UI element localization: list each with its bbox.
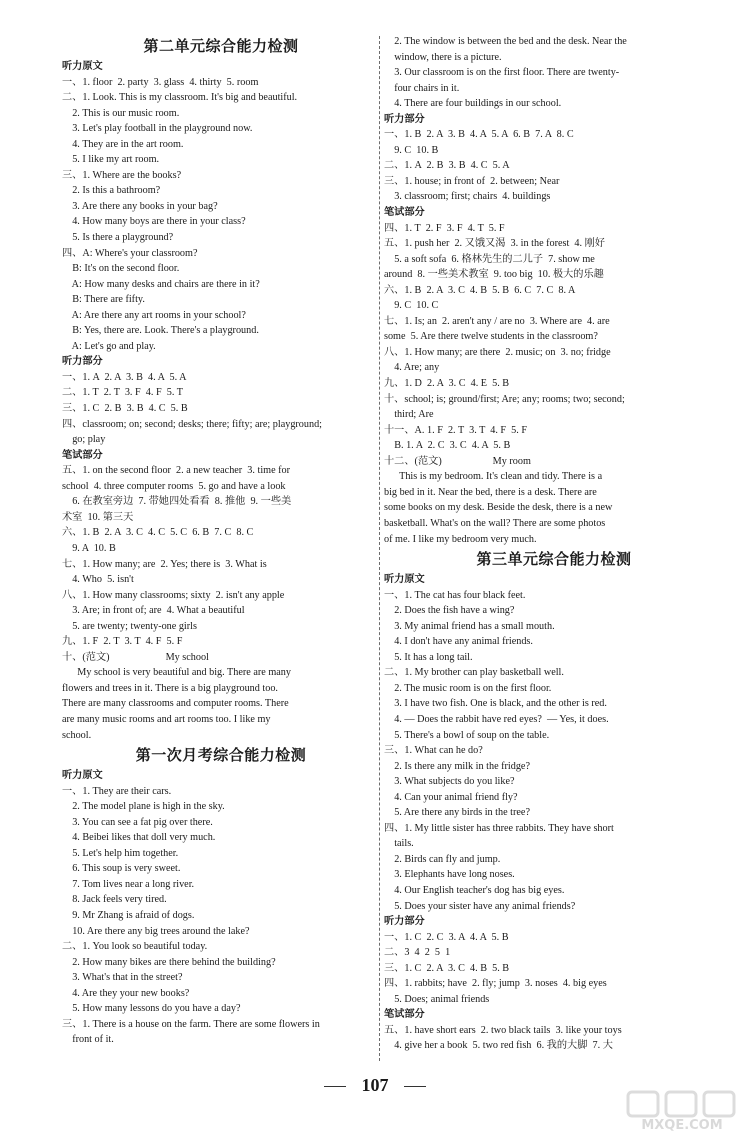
answer-line: 4. — Does the rabbit have red eyes? — Yes, it does.: [384, 713, 609, 725]
answer-line: 四、1. T 2. F 3. F 4. T 5. F: [384, 222, 505, 234]
answer-line: 2. The model plane is high in the sky.: [62, 801, 225, 813]
answer-line: front of it.: [62, 1034, 114, 1046]
answer-line: 5. Let's help him together.: [62, 847, 179, 859]
answer-line: 4. Our English teacher's dog has big eyes.: [384, 884, 565, 896]
answer-line: A: Are there any art rooms in your school?: [62, 309, 246, 321]
answer-line: 5. a soft sofa 6. 格林先生的二儿子 7. show me: [384, 253, 595, 265]
section-title: 第二单元综合能力检测: [143, 37, 299, 55]
answer-line: A: Let's go and play.: [62, 340, 156, 352]
answer-line: 2. Is there any milk in the fridge?: [384, 760, 530, 772]
answer-line: 七、1. Is; an 2. aren't any / are no 3. Where are 4. are: [384, 315, 610, 327]
answer-line: 5. Are there any birds in the tree?: [384, 807, 530, 819]
answer-line: 5. How many lessons do you have a day?: [62, 1003, 241, 1015]
answer-line: 五、1. have short ears 2. two black tails 3. like your toys: [384, 1024, 622, 1036]
answer-line: 四、A: Where's your classroom?: [62, 247, 198, 259]
answer-line: 5. There's a bowl of soup on the table.: [384, 729, 550, 741]
answer-line: 6. This soup is very sweet.: [62, 863, 181, 875]
subsection-header: 听力原文: [62, 770, 103, 782]
answer-line: 2. The music room is on the first floor.: [384, 682, 552, 694]
answer-line: 十二、(范文) My room: [384, 455, 531, 467]
answer-line: This is my bedroom. It's clean and tidy. There is a: [384, 471, 603, 483]
answer-line: 9. C 10. C: [384, 300, 439, 312]
answer-line: 5. I like my art room.: [62, 154, 160, 166]
answer-line: 二、1. A 2. B 3. B 4. C 5. A: [384, 160, 510, 172]
section-title: 第三单元综合能力检测: [476, 550, 632, 569]
answer-line: 五、1. push her 2. 又饿又渴 3. in the forest 4. 刚好: [384, 238, 605, 250]
answer-line: 4. There are four buildings in our school.: [384, 98, 562, 110]
subsection-header: 听力部分: [384, 916, 425, 928]
answer-line: 三、1. There is a house on the farm. There are some flowers in: [62, 1018, 320, 1030]
answer-line: some 5. Are there twelve students in the classroom?: [384, 331, 598, 343]
answer-line: 2. The window is between the bed and the desk. Near the: [384, 36, 627, 47]
answer-line: 5. Is there a playground?: [62, 232, 174, 244]
answer-line: 二、1. Look. This is my classroom. It's big and beautiful.: [62, 92, 298, 104]
answer-line: 二、1. You look so beautiful today.: [62, 941, 208, 953]
answer-line: My school is very beautiful and big. There are many: [62, 667, 291, 679]
answer-line: third; Are: [384, 409, 434, 421]
answer-line: 十、(范文) My school: [62, 651, 209, 663]
answer-line: 七、1. How many; are 2. Yes; there is 3. What is: [62, 558, 267, 570]
answer-line: school.: [62, 729, 92, 741]
answer-line: 一、1. The cat has four black feet.: [384, 589, 526, 601]
answer-line: 2. This is our music room.: [62, 107, 180, 119]
answer-line: 一、1. They are their cars.: [62, 785, 172, 797]
answer-line: B: Yes, there are. Look. There's a playground.: [62, 325, 259, 337]
answer-line: 8. Jack feels very tired.: [62, 894, 167, 906]
answer-line: 9. Mr Zhang is afraid of dogs.: [62, 909, 195, 921]
answer-line: 三、1. C 2. A 3. C 4. B 5. B: [384, 962, 510, 974]
answer-line: 3. Are; in front of; are 4. What a beautiful: [62, 605, 245, 617]
page-number: 107: [361, 1075, 389, 1095]
answer-line: 5. are twenty; twenty-one girls: [62, 620, 197, 632]
answer-line: some books on my desk. Beside the desk, there is a new: [384, 502, 613, 514]
answer-line: B. 1. A 2. C 3. C 4. A 5. B: [384, 440, 511, 452]
answer-line: 九、1. F 2. T 3. T 4. F 5. F: [62, 636, 183, 648]
subsection-header: 听力部分: [384, 113, 425, 125]
answer-line: 四、classroom; on; second; desks; there; fifty; are; playground;: [62, 418, 323, 430]
answer-line: 2. Is this a bathroom?: [62, 185, 161, 197]
answer-line: 4. Are they your new books?: [62, 987, 190, 999]
answer-line: school 4. three computer rooms 5. go and have a look: [62, 480, 286, 492]
answer-line: tails.: [384, 838, 414, 850]
answer-line: 六、1. B 2. A 3. C 4. B 5. B 6. C 7. C 8. A: [384, 284, 576, 296]
answer-line: 六、1. B 2. A 3. C 4. C 5. C 6. B 7. C 8. C: [62, 527, 254, 539]
answer-line: 4. Can your animal friend fly?: [384, 791, 518, 803]
answer-line: 3. What subjects do you like?: [384, 776, 515, 788]
answer-line: 一、1. floor 2. party 3. glass 4. thirty 5. room: [62, 76, 259, 88]
answer-line: window, there is a picture.: [384, 51, 502, 63]
answer-line: 二、1. T 2. T 3. F 4. F 5. T: [62, 387, 183, 399]
answer-line: B: It's on the second floor.: [62, 263, 180, 275]
answer-line: are many music rooms and art rooms too. I like my: [62, 713, 271, 725]
answer-line: 6. 在教室旁边 7. 带她四处看看 8. 推他 9. 一些美: [62, 496, 292, 508]
watermark-icon: [622, 1088, 742, 1120]
answer-line: 3. Let's play football in the playground now.: [62, 123, 253, 135]
answer-line: 3. You can see a fat pig over there.: [62, 816, 213, 828]
subsection-header: 听力原文: [384, 574, 425, 586]
watermark-text: MXQE.COM: [641, 1118, 723, 1133]
answer-line: 一、1. A 2. A 3. B 4. A 5. A: [62, 371, 187, 383]
answer-line: 3. Our classroom is on the first floor. There are twenty-: [384, 67, 620, 79]
answer-line: 10. Are there any big trees around the lake?: [62, 925, 250, 937]
answer-line: 4. Are; any: [384, 362, 440, 374]
answer-line: go; play: [62, 434, 106, 446]
subsection-header: 听力部分: [62, 356, 103, 368]
answer-line: 八、1. How many; are there 2. music; on 3. no; fridge: [384, 346, 611, 358]
watermark-logo: [622, 1088, 742, 1140]
answer-line: There are many classrooms and computer rooms. There: [62, 698, 289, 710]
answer-line: 3. classroom; first; chairs 4. buildings: [384, 191, 551, 203]
subsection-header: 笔试部分: [384, 1009, 425, 1021]
answer-line: around 8. 一些美术教室 9. too big 10. 极大的乐趣: [384, 269, 604, 281]
answer-line: flowers and trees in it. There is a big playground too.: [62, 682, 278, 694]
answer-line: 3. Are there any books in your bag?: [62, 200, 218, 212]
left-column: [62, 34, 380, 1048]
answer-line: 十一、A. 1. F 2. T 3. T 4. F 5. F: [384, 424, 528, 436]
answer-line: 3. I have two fish. One is black, and the other is red.: [384, 698, 607, 710]
answer-line: 二、1. My brother can play basketball well.: [384, 667, 564, 679]
answer-line: 7. Tom lives near a long river.: [62, 878, 195, 890]
answer-line: 9. C 10. B: [384, 144, 439, 156]
section-title: 第一次月考综合能力检测: [135, 746, 307, 765]
answer-line: B: There are fifty.: [62, 294, 145, 306]
answer-line: 4. I don't have any animal friends.: [384, 636, 533, 648]
answer-line: 三、1. house; in front of 2. between; Near: [384, 175, 560, 187]
answer-line: basketball. What's on the wall? There are some photos: [384, 517, 606, 529]
answer-line: 4. give her a book 5. two red fish 6. 我的大脚 7. 大: [384, 1040, 613, 1052]
answer-line: A: How many desks and chairs are there in it?: [62, 278, 260, 290]
footer-rule-left: [324, 1086, 346, 1087]
answer-line: 术室 10. 第三天: [62, 511, 134, 523]
answer-line: 3. Elephants have long noses.: [384, 869, 515, 881]
answer-line: 五、1. on the second floor 2. a new teacher 3. time for: [62, 465, 291, 477]
answer-line: of me. I like my bedroom very much.: [384, 533, 537, 545]
answer-line: 4. Who 5. isn't: [62, 574, 134, 586]
answer-line: 5. Does; animal friends: [384, 993, 490, 1005]
answer-line: 3. My animal friend has a small mouth.: [384, 620, 555, 632]
subsection-header: 听力原文: [62, 61, 103, 72]
answer-line: 四、1. My little sister has three rabbits. They have short: [384, 822, 614, 834]
answer-line: 九、1. D 2. A 3. C 4. E 5. B: [384, 378, 510, 390]
subsection-header: 笔试部分: [62, 449, 103, 461]
answer-line: 4. They are in the art room.: [62, 138, 184, 150]
answer-line: 一、1. B 2. A 3. B 4. A 5. A 6. B 7. A 8. C: [384, 129, 574, 141]
answer-line: 三、1. Where are the books?: [62, 169, 182, 181]
answer-line: 3. What's that in the street?: [62, 972, 183, 984]
answer-line: 5. Does your sister have any animal friends?: [384, 900, 576, 912]
answer-line: big bed in it. Near the bed, there is a desk. There are: [384, 486, 597, 498]
answer-line: 2. Birds can fly and jump.: [384, 853, 501, 865]
column-divider: [379, 36, 380, 1061]
right-column: [384, 34, 724, 1054]
answer-line: 一、1. C 2. C 3. A 4. A 5. B: [384, 931, 509, 943]
answer-line: 5. It has a long tail.: [384, 651, 473, 663]
answer-line: 二、3 4 2 5 1: [384, 947, 451, 959]
answer-line: 4. Beibei likes that doll very much.: [62, 832, 216, 844]
answer-line: 4. How many boys are there in your class?: [62, 216, 246, 228]
answer-line: 三、1. What can he do?: [384, 745, 483, 757]
answer-line: 十、school; is; ground/first; Are; any; rooms; two; second;: [384, 393, 625, 405]
footer-rule-right: [404, 1086, 426, 1087]
answer-line: 三、1. C 2. B 3. B 4. C 5. B: [62, 403, 188, 415]
answer-line: 四、1. rabbits; have 2. fly; jump 3. noses 4. big eyes: [384, 978, 607, 990]
answer-line: 2. How many bikes are there behind the building?: [62, 956, 276, 968]
answer-line: four chairs in it.: [384, 82, 460, 94]
subsection-header: 笔试部分: [384, 207, 425, 219]
answer-line: 八、1. How many classrooms; sixty 2. isn't any apple: [62, 589, 285, 601]
answer-line: 9. A 10. B: [62, 542, 116, 554]
answer-line: 2. Does the fish have a wing?: [384, 605, 515, 617]
